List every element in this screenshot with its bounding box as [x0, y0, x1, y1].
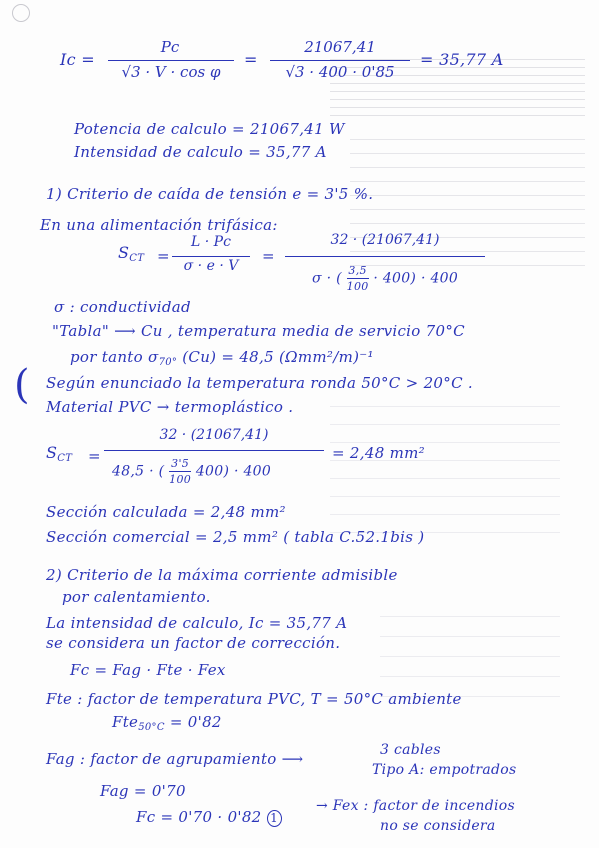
- conductividad-label: σ : conductividad: [54, 298, 191, 316]
- criterio1-title: 1) Criterio de caída de tensión e = 3'5 %.: [46, 185, 374, 203]
- sct-eq2: =: [262, 247, 275, 265]
- sigma-70-line: [70, 348, 374, 368]
- enunciado-temperatura: Según enunciado la temperatura ronda 50°C > 20°C .: [46, 374, 473, 392]
- fag-note-tipo: Tipo A: empotrados: [372, 762, 517, 778]
- sct-eq1: =: [157, 247, 170, 265]
- sct-lhs: [118, 243, 144, 264]
- fex-note-2: no se considera: [380, 818, 496, 834]
- sct2-inner-num: 3'5: [171, 457, 190, 470]
- fte-number: = 0'82: [164, 713, 222, 731]
- fex-note: → Fex : factor de incendios: [316, 798, 515, 814]
- sct2-inner-den: 100: [169, 473, 192, 486]
- fag-value: Fag = 0'70: [100, 782, 186, 800]
- bleed-through-text-4: [380, 610, 560, 700]
- sigma-post: (Cu) = 48,5 (Ωmm²/m)⁻¹: [177, 348, 374, 366]
- sct2-symbol: S: [46, 443, 58, 462]
- sigma-sub: 70°: [158, 357, 178, 368]
- sct-subscript: CT: [129, 253, 145, 264]
- sct2-den: [112, 456, 271, 487]
- sct2-subscript: CT: [57, 453, 73, 464]
- ic-frac1-den: √3 · V · cos φ: [121, 63, 221, 81]
- tabla-cu-line: "Tabla" ⟶ Cu , temperatura media de servicio 70°C: [52, 322, 465, 340]
- criterio2-title: 2) Criterio de la máxima corriente admisible: [46, 566, 398, 584]
- sct-den-post: · 400) · 400: [373, 270, 459, 287]
- fc-value: [136, 808, 282, 827]
- sct2-inner-frac: [169, 456, 191, 487]
- sct2-den-pre: 48,5 · (: [112, 463, 165, 480]
- intensidad-calculo: Intensidad de calculo = 35,77 A: [74, 143, 327, 161]
- fag-definition: Fag : factor de agrupamiento ⟶: [46, 750, 304, 768]
- sct-den-pre: σ · (: [312, 270, 342, 287]
- sct2-bar: [104, 450, 324, 451]
- ic-frac2-den: √3 · 400 · 0'85: [285, 63, 395, 81]
- criterio2-title-2: por calentamiento.: [62, 588, 211, 606]
- fc-circled-number: 1: [267, 810, 282, 827]
- sct-den-inner-frac: [347, 263, 369, 294]
- sct2-den-post: 400) · 400: [195, 463, 272, 480]
- bleed-through-text-2: [350, 135, 585, 275]
- ic-frac2-num: 21067,41: [304, 38, 376, 56]
- sct-frac-a-den: σ · e · V: [183, 258, 239, 274]
- sct-frac-b-num: 32 · (21067,41): [330, 232, 440, 248]
- sct2-result: = 2,48 mm²: [332, 444, 425, 462]
- sct-den-inner-num: 3,5: [348, 264, 367, 277]
- alimentacion-trifasica: En una alimentación trifásica:: [40, 216, 278, 234]
- ic-frac2-bar: [270, 60, 410, 61]
- page-corner-mark: [12, 4, 30, 22]
- fte-symbol: Fte: [112, 713, 139, 731]
- sigma-pre: por tanto σ: [70, 348, 159, 366]
- seccion-comercial: Sección comercial = 2,5 mm² ( tabla C.52.1bis ): [46, 528, 425, 546]
- sct-frac-a-num: L · Pc: [191, 234, 231, 250]
- sct-den-inner-den: 100: [346, 280, 369, 293]
- left-brace: (: [14, 362, 30, 408]
- fte-value: [112, 713, 222, 733]
- ic-frac1-num: Pc: [160, 38, 180, 56]
- factor-correccion: se considera un factor de corrección.: [46, 634, 341, 652]
- sct2-num: 32 · (21067,41): [159, 427, 269, 443]
- sct2-lhs: [46, 443, 72, 464]
- sct-symbol: S: [118, 243, 130, 262]
- fag-note-cables: 3 cables: [380, 742, 441, 758]
- ic-eq: =: [244, 50, 258, 69]
- ic-result: = 35,77 A: [420, 50, 504, 69]
- ic-lhs: Ic =: [60, 50, 95, 69]
- material-pvc: Material PVC → termoplástico .: [46, 398, 294, 416]
- fc-formula: Fc = Fag · Fte · Fex: [70, 661, 226, 679]
- fte-definition: Fte : factor de temperatura PVC, T = 50°C ambiente: [46, 690, 462, 708]
- fc-value-text: Fc = 0'70 · 0'82: [136, 808, 262, 826]
- intensidad-ic: La intensidad de calculo, Ic = 35,77 A: [46, 614, 348, 632]
- seccion-calculada: Sección calculada = 2,48 mm²: [46, 503, 286, 521]
- sct-frac-b-den: [312, 263, 458, 294]
- potencia-calculo: Potencia de calculo = 21067,41 W: [74, 120, 345, 138]
- sct-frac-b-bar: [285, 256, 485, 257]
- fte-subscript: 50°C: [138, 722, 165, 733]
- sct2-eq: =: [88, 447, 101, 465]
- ic-frac1-bar: [108, 60, 234, 61]
